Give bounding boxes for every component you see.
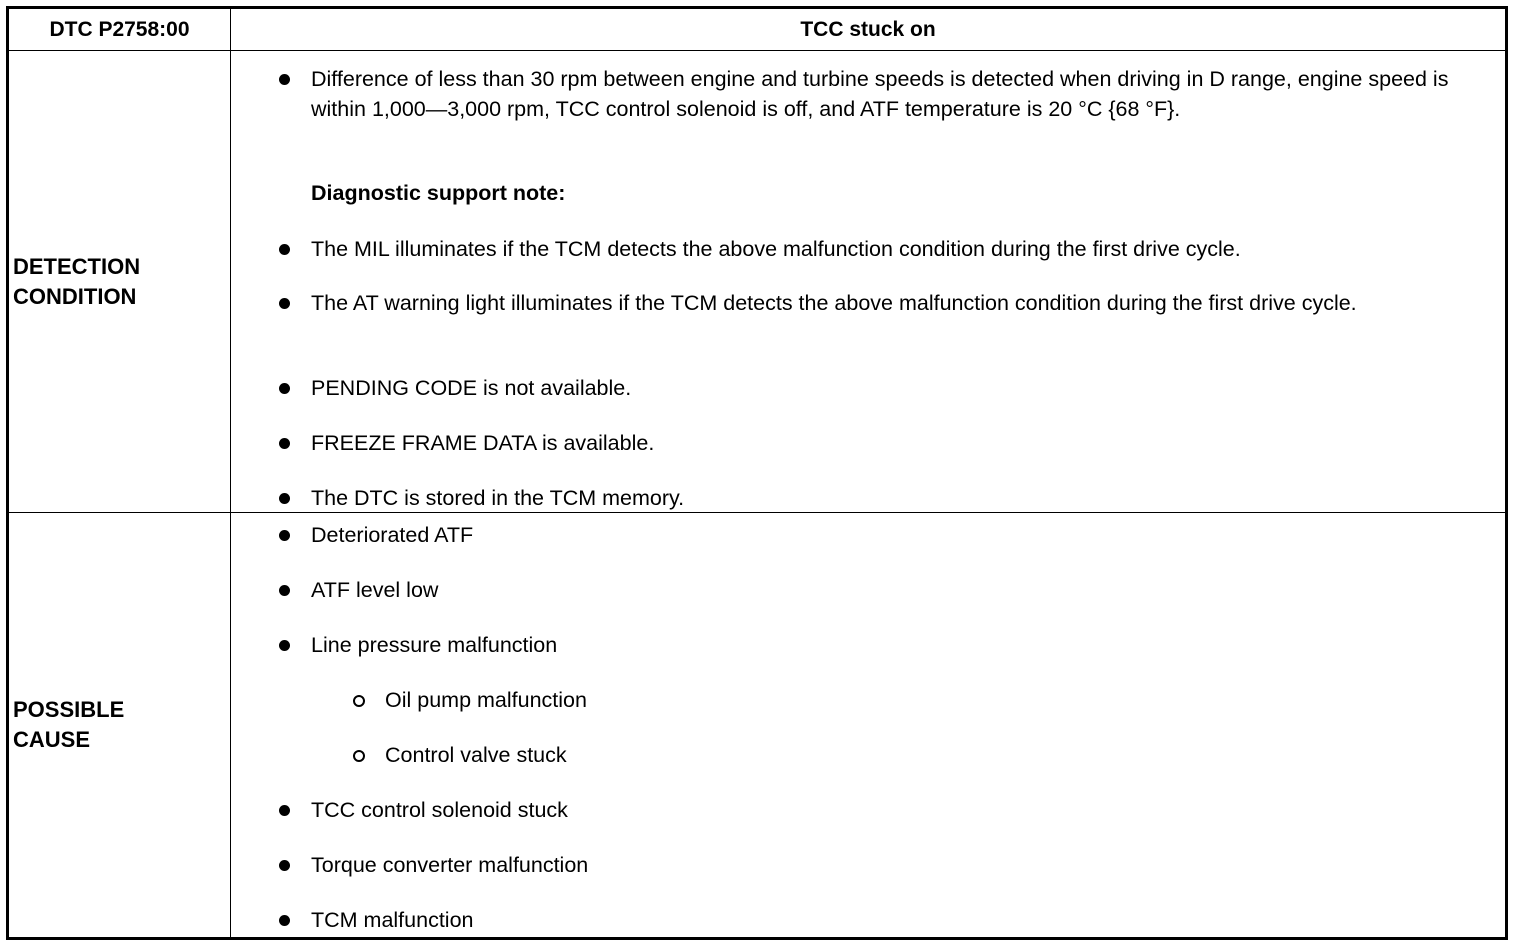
detection-item: [311, 64, 1469, 124]
cause-item-text: Deteriorated ATF: [311, 523, 474, 547]
detection-item-text: The AT warning light illuminates if the TCM detects the above malfunction condition during the first drive cycle.: [311, 291, 1357, 315]
dtc-title-header: TCC stuck on: [231, 9, 1505, 51]
possible-cause-label-text: POSSIBLE CAUSE: [13, 697, 125, 752]
detection-condition-label: [9, 51, 231, 513]
cause-subitem-text: Oil pump malfunction: [385, 688, 587, 712]
possible-cause-content: [231, 513, 1505, 937]
bullet-icon: [279, 640, 290, 651]
detection-item-text: The MIL illuminates if the TCM detects the above malfunction condition during the first drive cycle.: [311, 237, 1241, 261]
bullet-icon: [279, 383, 290, 394]
detection-condition-label-text: DETECTION CONDITION: [13, 253, 141, 309]
detection-item-text: The DTC is stored in the TCM memory.: [311, 486, 685, 510]
cause-item-text: TCM malfunction: [311, 908, 474, 932]
detection-item-text: PENDING CODE is not available.: [311, 376, 632, 400]
detection-item: [311, 234, 1469, 264]
cause-item-text: TCC control solenoid stuck: [311, 798, 568, 822]
bullet-icon: [279, 244, 290, 255]
cause-item: [311, 630, 1469, 660]
bullet-icon: [279, 530, 290, 541]
detection-item: [311, 288, 1469, 318]
circle-bullet-icon: [353, 695, 365, 707]
possible-cause-label: [9, 513, 231, 937]
cause-subitem: [385, 740, 1469, 770]
detection-item: [311, 373, 1469, 403]
bullet-icon: [279, 438, 290, 449]
cause-item: [311, 850, 1469, 880]
cause-item: [311, 795, 1469, 825]
cause-item: [311, 520, 1469, 550]
cause-subitem: [385, 685, 1469, 715]
bullet-icon: [279, 74, 290, 85]
circle-bullet-icon: [353, 750, 365, 762]
bullet-icon: [279, 805, 290, 816]
detection-item: [311, 483, 1469, 513]
bullet-icon: [279, 915, 290, 926]
diagnostic-support-note-heading: Diagnostic support note:: [311, 181, 566, 205]
bullet-icon: [279, 493, 290, 504]
cause-item: [311, 905, 1469, 935]
cause-item: [311, 575, 1469, 605]
detection-item-text: FREEZE FRAME DATA is available.: [311, 431, 655, 455]
bullet-icon: [279, 298, 290, 309]
cause-item-text: ATF level low: [311, 578, 439, 602]
cause-item-text: Line pressure malfunction: [311, 633, 558, 657]
dtc-table: [6, 6, 1508, 940]
detection-item-text: Difference of less than 30 rpm between engine and turbine speeds is detected when driving in D range, engine speed is within 1,000—3,000 rpm, TCC control solenoid is off, and ATF temperature is 20 °C {68 °F}.: [311, 67, 1449, 121]
bullet-icon: [279, 860, 290, 871]
detection-condition-content: [231, 51, 1505, 513]
detection-item: [311, 428, 1469, 458]
dtc-code-header: DTC P2758:00: [9, 9, 231, 51]
cause-subitem-text: Control valve stuck: [385, 743, 567, 767]
cause-item-text: Torque converter malfunction: [311, 853, 589, 877]
bullet-icon: [279, 585, 290, 596]
